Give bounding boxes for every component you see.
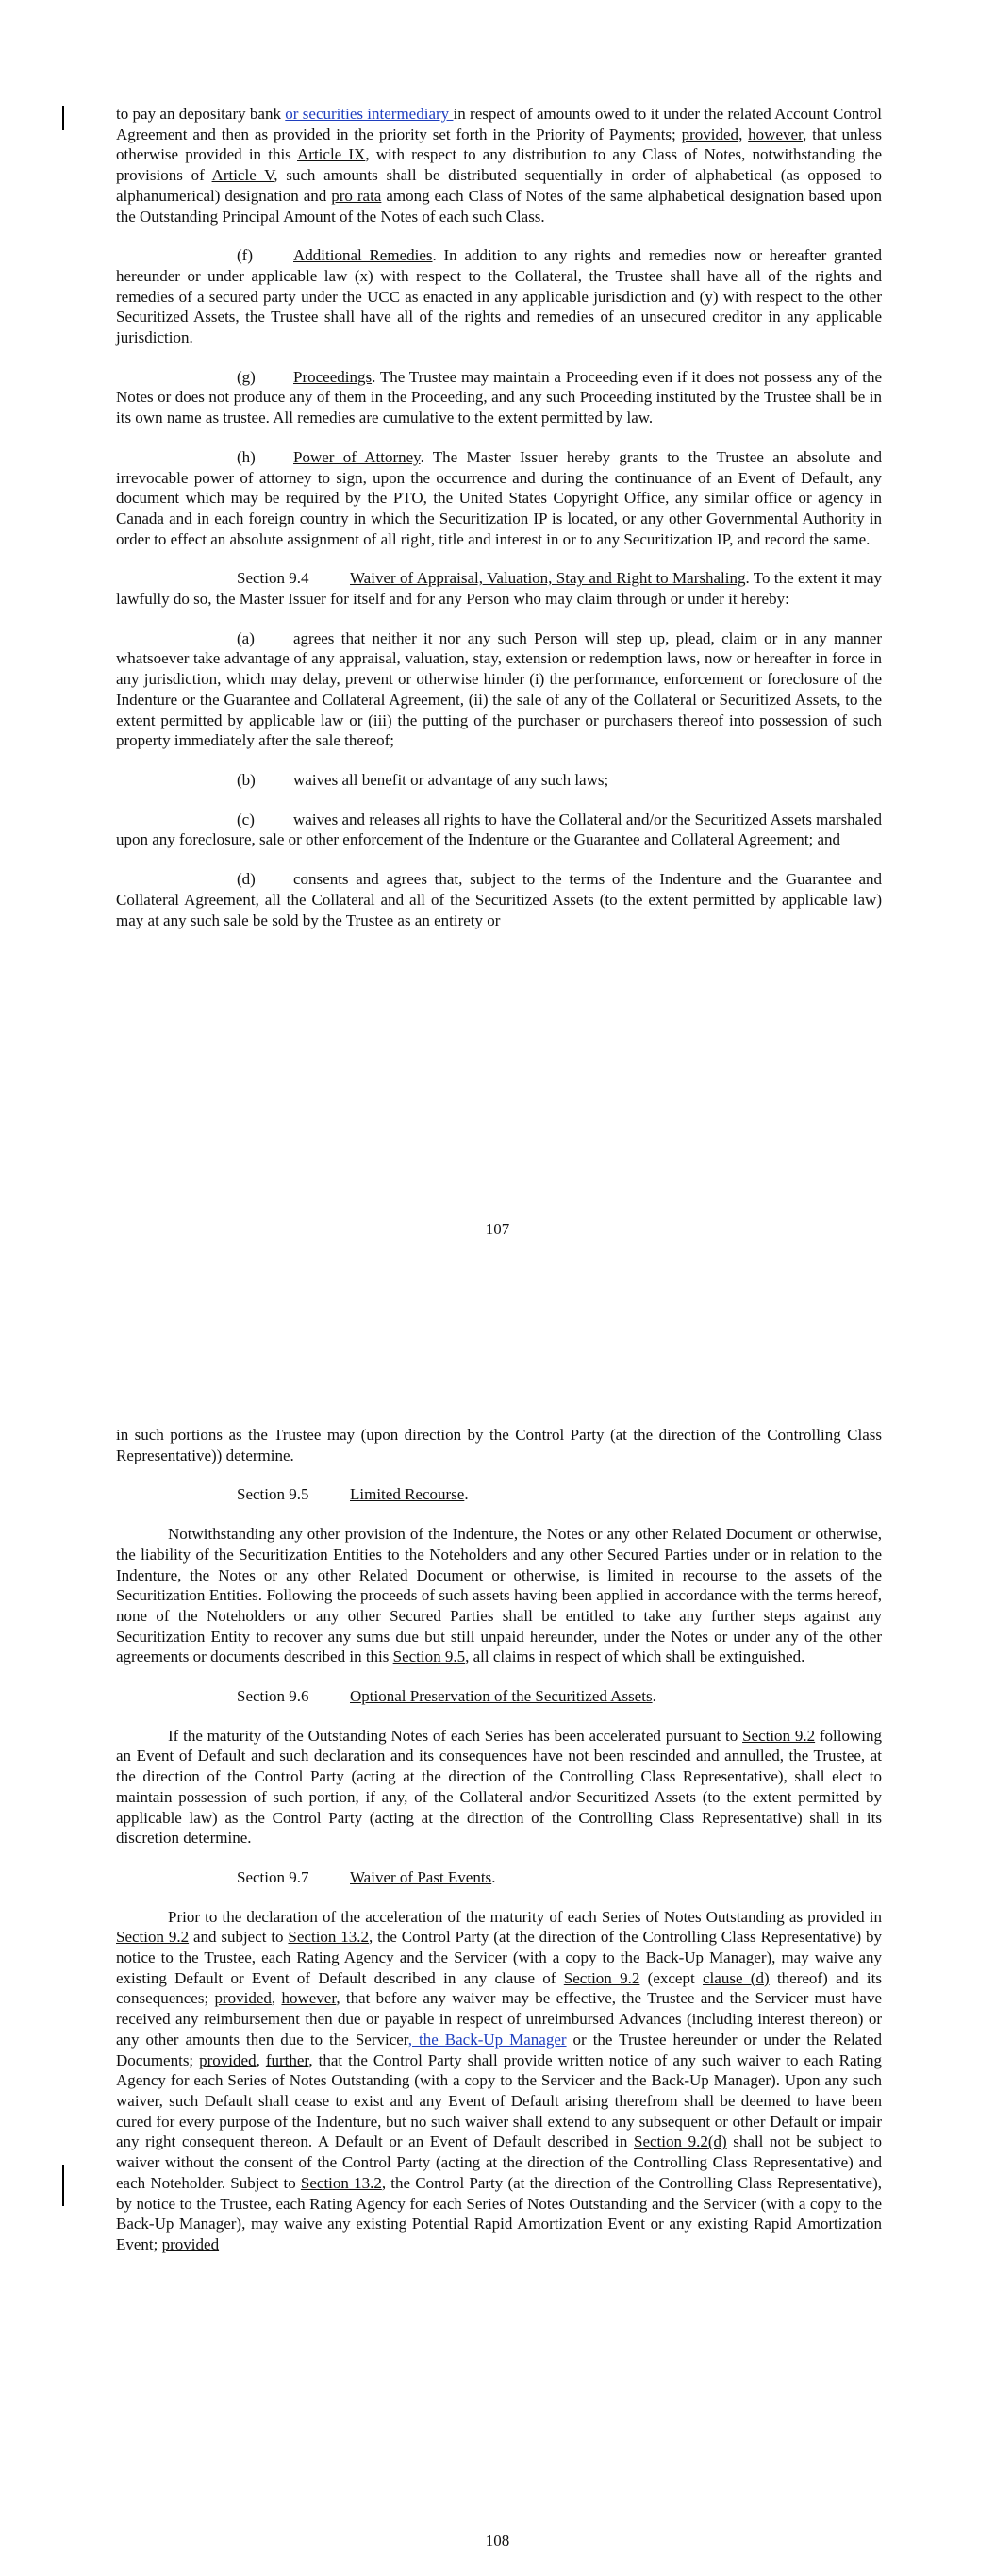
text: Prior to the declaration of the acceleration of the maturity of each Series of Notes Outstanding as provided in: [168, 1907, 882, 1926]
paragraph-continuation: in such portions as the Trustee may (upon direction by the Control Party (at the direction of the Controlling Class Representative)) determine.: [116, 1426, 882, 1464]
section-number: Section 9.7: [237, 1867, 309, 1886]
text: ,: [256, 2050, 266, 2069]
clause-label: (b): [237, 770, 256, 789]
section-title: Waiver of Past Events: [350, 1867, 492, 1886]
term: provided: [161, 2234, 220, 2253]
section-number: Section 9.4: [237, 569, 309, 588]
cross-reference: Section 9.2: [563, 1968, 640, 1987]
page-108-text: [116, 1425, 882, 2274]
inserted-text-link[interactable]: , the Back-Up Manager: [407, 2030, 567, 2049]
term: further: [265, 2050, 309, 2069]
clause-text: . In addition to any rights and remedies now or hereafter granted hereunder or under applicable law (x) with respect to the Collateral, the Trustee shall have all of the rights and remedies of a secured party under the UCC as enacted in any applicable jurisdiction and (y) with respect to the other Securitized Assets, the Trustee shall have all of the rights and remedies of an unsecured creditor in any applicable jurisdiction.: [116, 246, 882, 347]
clause-a: [116, 628, 882, 751]
page-number-107: 107: [485, 1220, 510, 1238]
section-9-4: [116, 568, 882, 609]
section-title: Limited Recourse: [350, 1485, 465, 1504]
section-9-7-body: [116, 1907, 882, 2255]
cross-reference: Article V: [211, 166, 274, 185]
section-title: Optional Preservation of the Securitized Assets: [350, 1687, 653, 1706]
text: among each Class of Notes of the same alphabetical designation based upon the Outstanding Principal Amount of the Notes of each such Class.: [116, 186, 882, 226]
clause-text: . The Trustee may maintain a Proceeding even if it does not possess any of the Notes or does not produce any of them in the Proceeding, and any such Proceeding instituted by the Trustee shall be in its own name as trustee. All remedies are cumulative to the extent permitted by law.: [116, 367, 882, 427]
text: , the Control Party (at the direction of the Controlling Class Representative) by notice to the Trustee, each Rating Agency and the Servicer (with a copy to the Back-Up Manager), may waive any existing Default or Event of Default described in any clause of: [116, 1928, 882, 1987]
cross-reference: Section 13.2: [300, 2173, 382, 2192]
clause-h: [116, 447, 882, 550]
clause-title: Power of Attorney: [293, 447, 421, 466]
page-number-108: 108: [485, 2532, 510, 2550]
clause-label: (h): [237, 447, 256, 466]
clause-f: [116, 245, 882, 348]
text: thereof) and its consequences;: [116, 1968, 882, 2008]
change-bar-bottom: [62, 2165, 64, 2206]
clause-text: . The Master Issuer hereby grants to the Trustee an absolute and irrevocable power of attorney to sign, upon the occurrence and during the continuance of an Event of Default, any document which may be required by the PTO, the United States Copyright Office, any similar office or agency in Canada and in each foreign country in which the Securitization IP is located, or any other Governmental Authority in order to effect an absolute assignment of all right, title and interest in or to any Securitization IP, and record the same.: [116, 447, 882, 548]
text: , that the Control Party shall provide written notice of any such waiver to each Rating Agency for each Series of Notes Outstanding (with a copy to the Servicer and the Back-Up Manager). Upon any such waiver, such Default shall cease to exist and any Event of Default arising therefrom shall be deemed to have been cured for every purpose of the Indenture, but no such waiver shall extend to any subsequent or other Default or impair any right consequent thereon. A Default or an Event of Default described in: [116, 2050, 882, 2151]
clause-title: Additional Remedies: [293, 246, 433, 265]
term: provided: [681, 125, 739, 143]
cross-reference: Article IX: [297, 145, 366, 164]
clause-b: [116, 770, 882, 791]
clause-c: [116, 810, 882, 850]
text: If the maturity of the Outstanding Notes of each Series has been accelerated pursuant to: [168, 1726, 743, 1745]
text: , the Control Party (at the direction of the Controlling Class Representative), by notice to the Trustee, each Rating Agency for each Series of Notes Outstanding and the Servicer (with a copy to the Back-Up Manager), may waive any existing Potential Rapid Amortization Event or any existing Rapid Amortization Event;: [116, 2173, 882, 2253]
section-9-6-heading: [116, 1686, 882, 1707]
text: following an Event of Default and such declaration and its consequences have not been rescinded and annulled, the Trustee, at the direction of the Control Party (acting at the direction of the Controlling Class Representative), shall elect to maintain possession of such portion, if any, of the Collateral and/or Securitized Assets (to the extent permitted by applicable law) as the Control Party (acting at the direction of the Controlling Class Representative) shall in its discretion determine.: [116, 1726, 883, 1848]
section-text: . To the extent it may lawfully do so, the Master Issuer for itself and for any Person who may claim through or under it hereby:: [116, 569, 882, 609]
term: provided: [199, 2050, 257, 2069]
text: Notwithstanding any other provision of the Indenture, the Notes or any other Related Document or otherwise, the liability of the Securitization Entities to the Noteholders and any other Secured Parties under or in relation to the Indenture, the Notes or any other Related Document or otherwise, is limited in recourse to the assets of the Securitization Entities. Following the proceeds of such assets having been applied in accordance with the terms hereof, none of the Noteholders or any other Secured Parties shall be entitled to take any further steps against any Securitization Entity to recover any sums due but still unpaid hereunder, under the Notes or under any of the other agreements or documents described in this: [116, 1525, 882, 1666]
cross-reference: Section 9.2(d): [634, 2133, 727, 2151]
clause-text: agrees that neither it nor any such Person will step up, plead, claim or in any manner whatsoever take advantage of any appraisal, valuation, stay, extension or redemption laws, now or hereafter in force in any jurisdiction, which may delay, prevent or otherwise hinder (i) the performance, enforcement or foreclosure of the Indenture or the Guarantee and Collateral Agreement, (ii) the sale of any of the Collateral or Securitized Assets, to the extent permitted by applicable law or (iii) the putting of the purchaser or purchasers thereof into possession of such property immediately after the sale thereof;: [116, 628, 882, 750]
text: , that before any waiver may be effective, the Trustee and the Servicer must have received any reimbursement then due or payable in respect of unreimbursed Advances (including interest thereon) or any other amounts then due to the Servicer: [116, 1989, 883, 2049]
change-bar-top: [62, 106, 64, 130]
clause-text: waives and releases all rights to have the Collateral and/or the Securitized Assets marshaled upon any foreclosure, sale or other enforcement of the Indenture or the Guarantee and Collateral Agreement; and: [116, 810, 882, 849]
page-107-text: [116, 104, 882, 949]
text: , all claims in respect of which shall be extinguished.: [465, 1648, 805, 1666]
clause-label: (c): [237, 810, 255, 828]
paragraph-continuation: [116, 104, 882, 226]
section-number: Section 9.6: [237, 1687, 309, 1706]
section-title-end: .: [491, 1867, 496, 1886]
inserted-text-link[interactable]: or securities intermediary: [285, 105, 454, 123]
text: (except: [639, 1968, 704, 1987]
clause-label: (f): [237, 246, 253, 265]
text: , with respect to any distribution to any Class of Notes, notwithstanding the provisions of: [116, 145, 882, 185]
section-number: Section 9.5: [237, 1485, 309, 1504]
cross-reference: Section 9.2: [116, 1928, 190, 1947]
clause-text: consents and agrees that, subject to the terms of the Indenture and the Guarantee and Collateral Agreement, all the Collateral and all of the Securitized Assets (to the extent permitted by applicable law) may at any such sale be sold by the Trustee as an entirety or: [116, 870, 882, 929]
term: provided: [214, 1989, 272, 2008]
text: and subject to: [189, 1928, 289, 1947]
section-9-5-heading: [116, 1484, 882, 1505]
clause-text: waives all benefit or advantage of any such laws;: [293, 770, 609, 789]
section-9-7-heading: [116, 1867, 882, 1888]
section-9-5-body: [116, 1524, 882, 1667]
cross-reference: Section 9.5: [392, 1648, 466, 1666]
text: or the Trustee hereunder or under the Related Documents;: [116, 2030, 882, 2069]
clause-d: [116, 869, 882, 930]
clause-title: Proceedings: [293, 367, 373, 386]
section-title: Waiver of Appraisal, Valuation, Stay and Right to Marshaling: [350, 569, 746, 588]
clause-label: (d): [237, 870, 256, 889]
text: shall not be subject to waiver without the consent of the Control Party (acting at the direction of the Controlling Class Representative) and each Noteholder. Subject to: [116, 2133, 882, 2192]
section-title-end: .: [652, 1687, 656, 1706]
cross-reference: Section 9.2: [742, 1726, 816, 1745]
text: to pay an depositary bank: [116, 105, 286, 123]
term: pro rata: [331, 186, 382, 205]
term: however: [748, 125, 804, 143]
clause-label: (a): [237, 628, 255, 647]
text: in respect of amounts owed to it under the related Account Control Agreement and then as provided in the priority set forth in the Priority of Payments;: [116, 105, 882, 143]
clause-g: [116, 367, 882, 428]
section-9-6-body: [116, 1726, 882, 1848]
text: ,: [738, 125, 749, 143]
section-title-end: .: [464, 1485, 469, 1504]
text: , such amounts shall be distributed sequentially in order of alphabetical (as opposed to alphanumerical) designation and: [116, 166, 882, 205]
cross-reference: Section 13.2: [288, 1928, 370, 1947]
term: however: [281, 1989, 337, 2008]
clause-label: (g): [237, 367, 256, 386]
text: , that unless otherwise provided in this: [116, 125, 882, 164]
text: ,: [271, 1989, 282, 2008]
cross-reference: clause (d): [703, 1968, 770, 1987]
